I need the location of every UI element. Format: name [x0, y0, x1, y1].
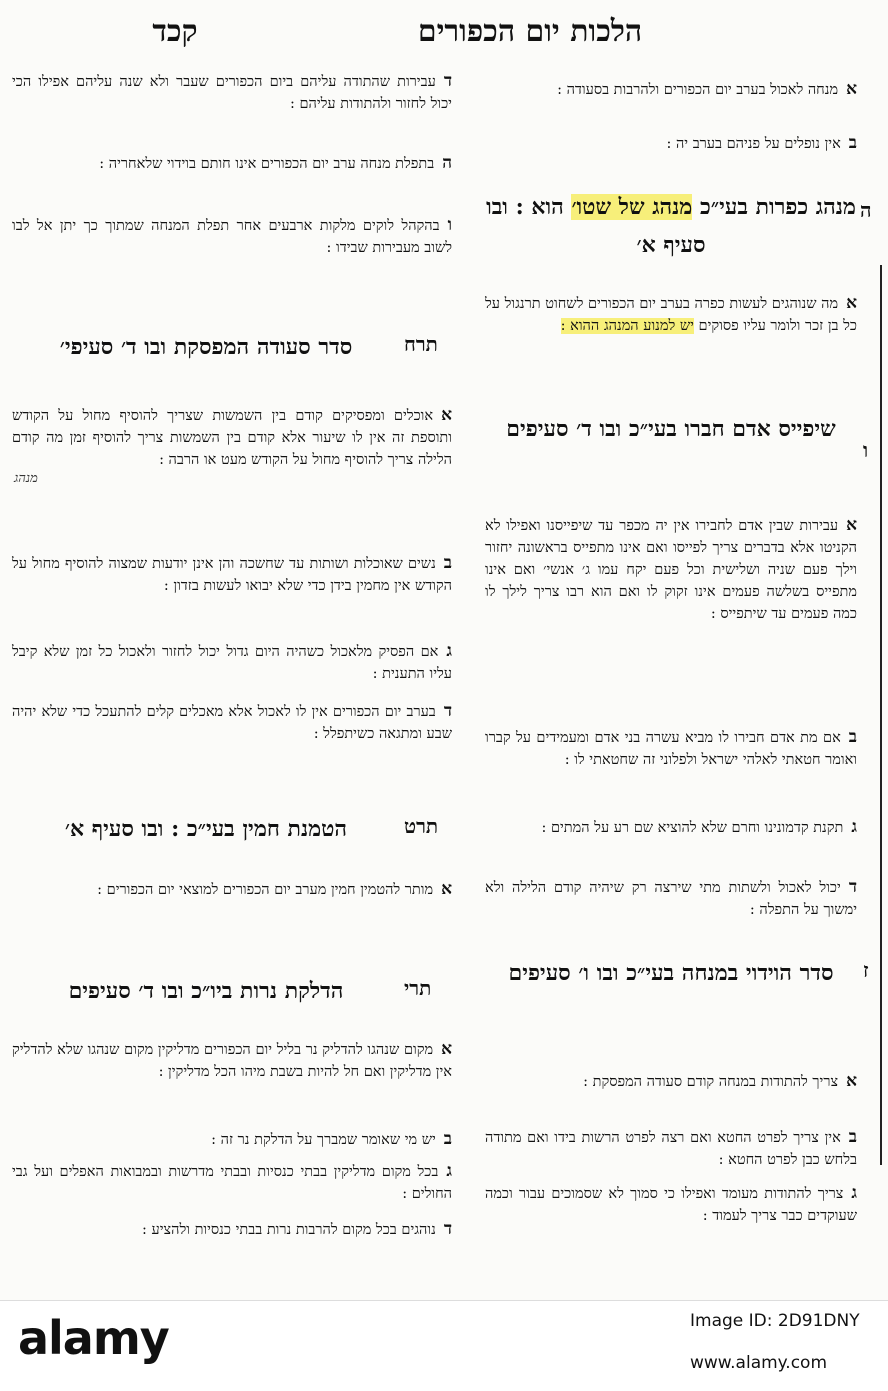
item-letter: ג — [851, 817, 857, 837]
intro-item — [12, 214, 452, 259]
section-item — [485, 292, 857, 337]
item-text: עבירות שבין אדם לחבירו אין יה מכפר עד שיפייסנו ואפילו לא הקניטו אלא בדברים צריך לפייסו ואם אינו מתפייס בראשונה יחזור וילך פעם שניה ושלישית וכל פעם יקח עמו ג׳ אנשי׳ ואם אינו מתפייס בשלשה פעמים אינו זקוק לו ואם הוא רבו צריך לילך לו כמה פעמים עד שיתפייס : — [485, 518, 857, 622]
image-id: Image ID: 2D91DNY — [690, 1311, 860, 1331]
section-title-text: הוא : ובו סעיף א׳ — [486, 194, 706, 258]
section-number: ו — [863, 438, 869, 462]
highlighted-text: מנהג של שטו׳ — [571, 194, 693, 220]
highlighted-text: יש למנוע המנהג ההוא : — [560, 318, 694, 334]
page-title: הלכות יום הכפורים — [417, 14, 643, 49]
section-item — [485, 514, 857, 625]
item-letter: א — [441, 405, 452, 425]
section-item — [12, 1038, 452, 1083]
section-number: ה — [860, 198, 872, 222]
section-number: תרי — [404, 976, 432, 1000]
section-item — [485, 816, 857, 839]
item-letter: ב — [848, 133, 857, 153]
section-number: ז — [863, 958, 869, 982]
section-number: תרט — [404, 814, 439, 838]
item-text: אין נופלים על פניהם בערב יה : — [666, 136, 841, 152]
stock-footer — [0, 1300, 888, 1391]
page-number: קכד — [152, 14, 198, 49]
section-item — [485, 876, 857, 921]
section-item — [485, 1070, 857, 1093]
item-letter: ד — [443, 1219, 452, 1239]
item-text: אם מת אדם חבירו לו מביא עשרה בני אדם ומעמידים על קברו ואומר חטאתי לאלהי ישראל ולפלוני זה שחטאתי לו : — [485, 730, 857, 768]
section-title: סדר סעודה המפסקת ובו ד׳ סעיפי׳ — [59, 334, 353, 360]
section-number: תרח — [404, 332, 438, 356]
intro-item — [12, 70, 452, 115]
section-item — [12, 552, 452, 597]
section-title: שיפייס אדם חברו בעי״כ ובו ד׳ סעיפים — [506, 416, 836, 442]
item-letter: א — [846, 79, 857, 99]
item-letter: ב — [443, 1129, 452, 1149]
item-text: צריך להתודות מעומד ואפילו כי סמוך לא שסמוכים עבור וכמה שעוקדים כבר צריך לעמוד : — [485, 1186, 857, 1224]
item-text: אין צריך לפרט החטא ואם רצה לפרט הרשות בידו ואם מתודה בלחש כבן לפרט החטא : — [485, 1130, 857, 1168]
section-title — [485, 188, 857, 264]
item-text: בהקהל לוקים מלקות ארבעים אחר תפלת המנחה שמתוך כך יתן אל לבו לשוב מעבירות שבידו : — [12, 218, 452, 256]
item-text: עבירות שהתודה עליהם ביום הכפורים שעבר ולא שנה עליהם אפילו הכי יכול לחזור ולהתודות עליהם : — [12, 74, 452, 112]
item-text: צריך להתודות במנחה קודם סעודה המפסקת : — [583, 1074, 839, 1090]
section-title-text: מנהג כפרות בעי״כ — [692, 194, 856, 220]
item-letter: א — [846, 1071, 857, 1091]
item-text: יכול לאכול ולשתות מתי שירצה רק שיהיה קודם הלילה ולא ימשוך על התפלה : — [485, 880, 857, 918]
item-letter: ג — [851, 1183, 857, 1203]
section-item — [12, 404, 452, 471]
item-letter: א — [441, 1039, 452, 1059]
item-letter: ג — [446, 641, 452, 661]
website-link[interactable]: www.alamy.com — [690, 1353, 828, 1373]
item-text: מה שנוהגים לעשות כפרה בערב יום הכפורים לשחוט תרנגול על כל בן זכר ולומר עליו פסוקים — [485, 296, 857, 334]
item-text: בתפלת מנחה ערב יום הכפורים אינו חותם בוידוי שלאחריה : — [99, 156, 435, 172]
intro-item — [12, 152, 452, 175]
section-item — [12, 640, 452, 685]
item-text: מנחה לאכול בערב יום הכפורים ולהרבות בסעודה : — [557, 82, 839, 98]
item-text: בערב יום הכפורים אין לו לאכול אלא מאכלים קלים להתעכל כדי שלא יהיה שבע ומתגאה כשיתפלל : — [12, 704, 452, 742]
item-letter: א — [846, 515, 857, 535]
section-title: הדלקת נרות ביו״כ ובו ד׳ סעיפים — [68, 978, 344, 1004]
item-text: מותר להטמין חמין מערב יום הכפורים למוצאי יום הכפורים : — [97, 882, 434, 898]
item-text: נשים שאוכלות ושותות עד שחשכה והן אינן יודעות שמצוה להוסיף מחול על הקודש אין מחמין בידן כדי שלא יבואו לעשות בזדון : — [12, 556, 452, 594]
item-letter: ד — [443, 71, 452, 91]
item-letter: ב — [443, 553, 452, 573]
section-item — [12, 1160, 452, 1205]
section-item — [12, 1218, 452, 1241]
section-title: סדר הוידוי במנחה בעי״כ ובו ו׳ סעיפים — [508, 960, 834, 986]
margin-rule — [880, 265, 882, 1165]
item-letter: ב — [848, 727, 857, 747]
item-text: אוכלים ומפסיקים קודם בין השמשות שצריך להוסיף מחול על הקודש ותוספת זה אין לו שיעור אלא קודם בין השמשות צריך להוסיף זמן מה קודם הלילה צריך להוסיף מחול על הקודש מעט או הרבה : — [12, 408, 452, 468]
item-letter: ב — [848, 1127, 857, 1147]
item-letter: א — [846, 293, 857, 313]
alamy-logo: alamy — [18, 1311, 169, 1365]
section-item — [12, 878, 452, 901]
item-letter: ו — [447, 215, 452, 235]
item-text: אם הפסיק מלאכול כשהיה היום גדול יכול לחזור ולאכול כל זמן שלא קיבל עליו התענית : — [12, 644, 452, 682]
item-text: תקנת קדמונינו וחרם שלא להוציא שם רע על המתים : — [541, 820, 844, 836]
section-item — [485, 1126, 857, 1171]
item-text: בכל מקום מדליקין בבתי כנסיות ובבתי מדרשות ובמבואות האפלים ועל גבי החולים : — [12, 1164, 452, 1202]
section-item — [485, 726, 857, 771]
item-letter: ג — [446, 1161, 452, 1181]
intro-item — [485, 78, 857, 101]
handwritten-margin-note: מנהג — [14, 471, 38, 486]
item-text: מקום שנהגו להדליק נר בליל יום הכפורים מדליקין מקום שנהגו שלא להדליק אין מדליקין ואם חל להיות בשבת מיהו הכל מדליקין : — [12, 1042, 452, 1080]
item-letter: ה — [442, 153, 452, 173]
item-text: נוהגים בכל מקום להרבות נרות בבתי כנסיות ולהציע : — [142, 1222, 436, 1238]
section-item — [485, 1182, 857, 1227]
item-letter: ד — [848, 877, 857, 897]
item-text: יש מי שאומר שמברך על הדלקת נר זה : — [211, 1132, 436, 1148]
section-item — [12, 1128, 452, 1151]
section-title: הטמנת חמין בעי״כ : ובו סעיף א׳ — [64, 816, 348, 842]
item-letter: א — [441, 879, 452, 899]
section-item — [12, 700, 452, 745]
item-letter: ד — [443, 701, 452, 721]
intro-item — [485, 132, 857, 155]
